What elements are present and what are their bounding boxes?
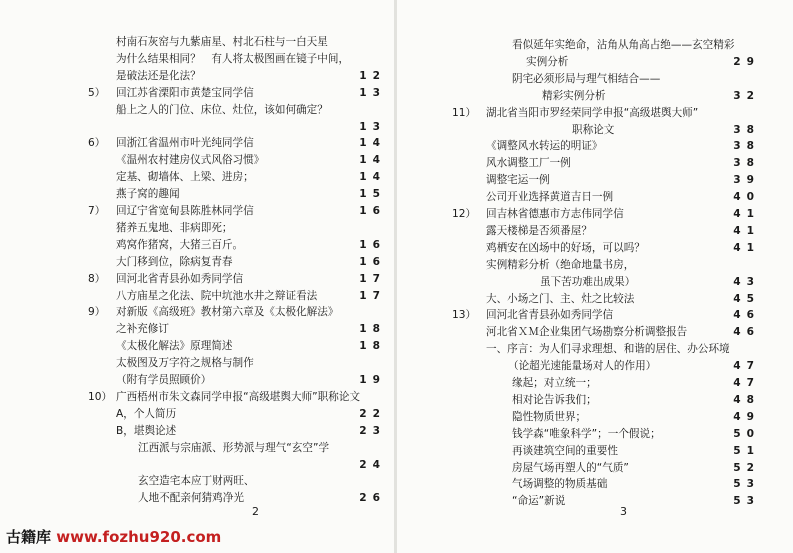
toc-entry-heading: 回吉林省德惠市方志伟同学信 <box>486 208 624 220</box>
toc-entry-text: 定基、砌墙体、上梁、进房； <box>116 171 254 184</box>
toc-entry-text: 实例精彩分析（绝命地量书房， <box>486 258 635 271</box>
toc-page-ref: 16 <box>359 255 386 268</box>
toc-page-ref: 26 <box>359 492 386 505</box>
toc-page-ref: 53 <box>733 495 760 508</box>
toc-page-ref: 39 <box>733 174 760 187</box>
toc-entry-text: “命运”新说 <box>512 495 566 508</box>
toc-entry-heading: 回江苏省溧阳市黄楚宝同学信 <box>116 86 254 99</box>
watermark-site-name: 古籍库 <box>6 528 52 546</box>
toc-page-ref: 19 <box>359 374 386 386</box>
toc-page-ref: 13 <box>359 120 386 133</box>
left-page-number: 2 <box>252 505 259 518</box>
toc-entry-text: 《太极化解法》原理简述 <box>116 340 233 353</box>
toc-page-ref: 24 <box>359 458 386 471</box>
toc-entry-text: 鸡窝作猪窝，大猪三百斤。 <box>116 238 244 251</box>
toc-entry-text: 河北省ＸＭ企业集团气场勘察分析调整报告 <box>486 326 688 339</box>
toc-entry-text: B，堪舆论述 <box>116 424 177 437</box>
toc-entry-text: 《调整风水转运的明证》 <box>486 140 603 153</box>
toc-page-ref: 41 <box>733 224 760 237</box>
toc-page-ref: 18 <box>359 323 386 336</box>
toc-entry-text: 露天楼梯是否须番屋？ <box>486 224 592 237</box>
toc-entry-heading: 广西梧州市朱文森同学申报“高级堪舆大师”职称论文 <box>116 390 361 403</box>
toc-entry-text: 再谈建筑空间的重要性 <box>512 444 618 457</box>
entry-number: 9） <box>88 306 106 319</box>
toc-entry-text: 看似延年实绝命，沾角从角高占绝——玄空精彩 <box>512 39 735 51</box>
toc-entry-text: 燕子窝的趣闻 <box>116 188 180 201</box>
toc-entry-text: （论超光速能量场对人的作用） <box>508 360 657 373</box>
toc-page-ref: 14 <box>359 171 386 184</box>
toc-entry-text: 村南石灰窑与九紫庙星、村北石柱与一白天星 <box>116 36 328 48</box>
toc-page-ref: 16 <box>359 205 386 217</box>
toc-entry-text: 大门移到位，除病复青春 <box>116 255 233 268</box>
toc-page-ref: 23 <box>359 424 386 437</box>
toc-entry-text: 虽下苦功难出成果） <box>540 275 636 288</box>
toc-entry-text: 缘起；对立统一； <box>512 377 597 389</box>
toc-page-ref: 47 <box>733 360 760 373</box>
toc-entry-text: 精彩实例分析 <box>542 89 606 102</box>
entry-number: 7） <box>88 205 106 217</box>
toc-page-ref: 48 <box>733 393 760 406</box>
toc-page-ref: 18 <box>359 340 386 353</box>
toc-page-ref: 38 <box>733 157 760 170</box>
toc-page-ref: 17 <box>359 272 386 285</box>
toc-entry-text: 玄空造宅本应丁财两旺、 <box>138 475 255 488</box>
toc-entry-text: 之补充修订 <box>116 323 169 336</box>
watermark-footer <box>6 526 221 547</box>
toc-entry-text: 隐性物质世界； <box>512 410 587 423</box>
toc-entry-text: 相对论告诉我们； <box>512 393 597 406</box>
toc-page-ref: 14 <box>359 154 386 167</box>
toc-page-ref: 22 <box>359 407 386 420</box>
toc-entry-text: A，个人简历 <box>116 407 177 420</box>
toc-page-ref: 46 <box>733 326 760 339</box>
toc-entry-text: 为什么结果相同？ 有人将太极图画在镜子中间， <box>116 52 350 65</box>
toc-page-ref: 51 <box>733 444 760 457</box>
toc-page-ref: 40 <box>733 191 760 204</box>
toc-entry-heading: 回河北省青县孙如秀同学信 <box>116 272 244 285</box>
toc-page-ref: 50 <box>733 427 760 440</box>
toc-page-ref: 47 <box>733 377 760 389</box>
toc-entry-heading: 回浙江省温州市叶光纯同学信 <box>116 137 254 150</box>
toc-page-ref: 52 <box>733 461 760 474</box>
toc-page-ref: 53 <box>733 478 760 491</box>
right-page-number: 3 <box>620 505 627 518</box>
toc-page-ref: 43 <box>733 275 760 288</box>
toc-page-ref: 45 <box>733 292 760 305</box>
toc-entry-text: 江西派与宗庙派、形势派与理气“玄空”学 <box>138 441 330 454</box>
toc-entry-text: 鸡栖安在凶场中的好场，可以吗？ <box>486 241 645 254</box>
toc-entry-text: 人地不配亲何猜鸡净光 <box>138 492 244 505</box>
entry-number: 13） <box>452 309 477 322</box>
toc-page-ref: 12 <box>359 69 386 82</box>
toc-page-ref: 14 <box>359 137 386 150</box>
watermark-site-url: www.fozhu920.com <box>56 528 222 546</box>
entry-number: 11） <box>452 106 477 119</box>
toc-entry-text: 风水调整工厂一例 <box>486 157 571 170</box>
entry-number: 10） <box>88 390 113 403</box>
toc-entry-text: （附有学员照顾价） <box>116 374 212 386</box>
toc-entry-heading: 湖北省当阳市罗经荣同学申报“高级堪舆大师” <box>486 106 699 119</box>
entry-number: 5） <box>88 86 106 99</box>
toc-entry-text: 大、小场之门、主、灶之比较法 <box>486 292 635 305</box>
toc-entry-text: 阴宅必须形局与理气相结合—— <box>512 72 661 85</box>
entry-number: 8） <box>88 272 106 285</box>
toc-entry-heading: 对新版《高级班》教材第六章及《太极化解法》 <box>116 306 339 319</box>
entry-number: 6） <box>88 137 106 150</box>
toc-entry-text: 调整宅运一例 <box>486 174 550 187</box>
toc-entry-text: 八方庙星之化法、院中坑池水井之辩证看法 <box>116 289 318 302</box>
toc-entry-text: 太极图及万字符之规格与制作 <box>116 357 254 370</box>
toc-entry-heading: 回辽宁省宽甸县陈胜林同学信 <box>116 205 254 217</box>
toc-page-ref: 41 <box>733 208 760 220</box>
toc-entry-text: 猪养五鬼地、非病即死； <box>116 221 233 234</box>
toc-page-ref: 17 <box>359 289 386 302</box>
toc-page-ref: 32 <box>733 89 760 102</box>
toc-page-ref: 46 <box>733 309 760 322</box>
toc-entry-text: 职称论文 <box>572 123 615 136</box>
toc-page-ref: 38 <box>733 140 760 153</box>
toc-entry-text: 房屋气场再塑人的“气质” <box>512 461 629 474</box>
toc-page-ref: 29 <box>733 55 760 68</box>
entry-number: 12） <box>452 208 477 220</box>
toc-page-ref: 13 <box>359 86 386 99</box>
toc-entry-text: 钱学森“唯象科学”；一个假说； <box>512 427 661 440</box>
toc-entry-text: 《温州农村建房仪式风俗习惯》 <box>116 154 265 167</box>
toc-entry-text: 一、序言：为人们寻求理想、和谐的居住、办公环境 <box>486 343 730 356</box>
toc-page-ref: 49 <box>733 410 760 423</box>
toc-page-ref: 38 <box>733 123 760 136</box>
toc-page-ref: 41 <box>733 241 760 254</box>
toc-page-ref: 15 <box>359 188 386 201</box>
toc-entry-text: 实例分析 <box>526 55 569 68</box>
toc-page-ref: 16 <box>359 238 386 251</box>
toc-entry-text: 船上之人的门位、床位、灶位，该如何确定？ <box>116 103 328 116</box>
toc-entry-heading: 回河北省青县孙如秀同学信 <box>486 309 614 322</box>
toc-entry-text: 是破法还是化法？ <box>116 69 201 82</box>
toc-entry-text: 气场调整的物质基础 <box>512 478 608 491</box>
toc-entry-text: 公司开业选择黄道吉日一例 <box>486 191 614 204</box>
